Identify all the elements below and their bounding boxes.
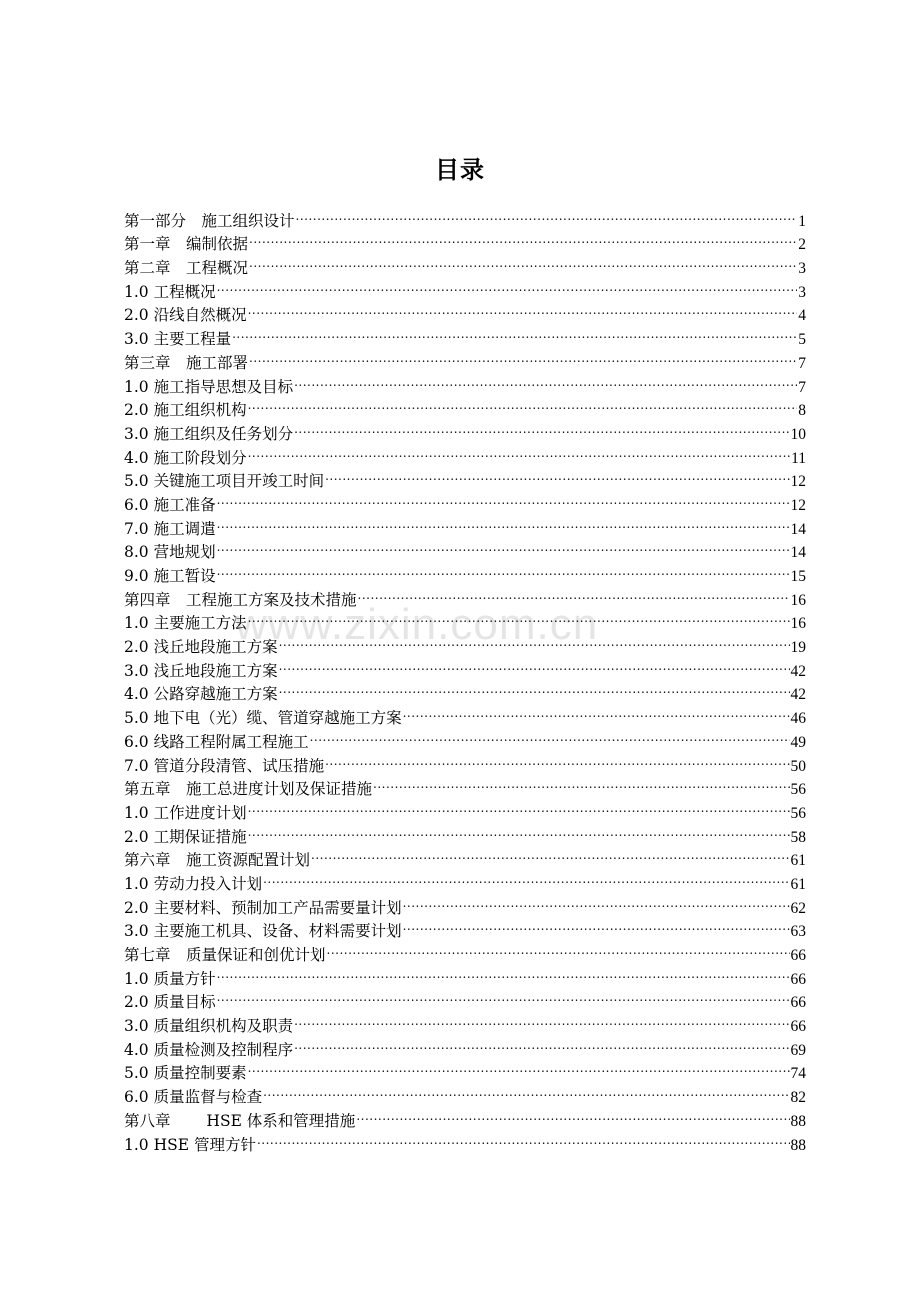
dot-leader [249,249,797,273]
toc-entry-label: 第一章 编制依据 [124,235,249,254]
dot-leader [257,1126,790,1150]
toc-entry-label: 1.0 主要施工方法 [124,614,247,633]
toc-entry-label: 2.0 工期保证措施 [124,827,247,846]
toc-entry-page-number: 61 [790,852,806,870]
toc-entry-label: 第八章 HSE 体系和管理措施 [124,1111,356,1130]
toc-entry-page-number: 12 [790,496,806,514]
toc-title: 目录 [435,155,485,184]
dot-leader [279,652,790,676]
toc-entry-label: 第七章 质量保证和创优计划 [124,946,326,964]
dot-leader [294,1031,789,1055]
dot-leader [325,747,789,771]
toc-entry-page-number: 88 [790,1112,806,1130]
toc-entry-label: 2.0 主要材料、预制加工产品需要量计划 [124,898,402,917]
dot-leader [248,605,790,629]
dot-leader [263,865,789,889]
toc-entry[interactable] [124,510,806,538]
toc-entry-label: 4.0 公路穿越施工方案 [124,685,278,704]
toc-entry[interactable] [124,557,806,585]
toc-entry-page-number: 61 [790,875,806,893]
toc-entry[interactable] [124,960,806,988]
dot-leader [217,273,798,297]
toc-entry-label: 4.0 施工阶段划分 [124,448,247,467]
toc-entry-page-number: 3 [798,283,806,301]
toc-entry-page-number: 56 [790,804,806,822]
dot-leader [249,226,797,250]
toc-entry-label: 第三章 施工部署 [124,353,249,372]
toc-entry-page-number: 66 [790,994,806,1012]
dot-leader [248,818,790,842]
toc-entry[interactable] [124,486,806,514]
toc-entry-page-number: 14 [790,520,806,538]
toc-entry-label: 2.0 沿线自然概况 [124,306,247,325]
dot-leader [248,392,798,416]
dot-leader [294,415,789,439]
toc-entry-page-number: 50 [790,757,806,775]
toc-entry-page-number: 49 [790,733,806,751]
toc-entry-page-number: 66 [790,1018,806,1036]
dot-leader [217,534,790,558]
toc-entry-label: 6.0 质量监督与检查 [124,1088,263,1107]
toc-entry-label: 8.0 营地规划 [124,543,216,562]
dot-leader [263,1078,789,1102]
toc-entry-label: 7.0 管道分段清管、试压措施 [124,756,325,775]
toc-entry-label: 1.0 工作进度计划 [124,803,247,822]
dot-leader [217,960,790,984]
toc-entry-label: 1.0 HSE 管理方针 [124,1135,256,1154]
toc-entry-page-number: 16 [790,591,806,609]
dot-leader [217,557,790,581]
dot-leader [403,699,790,723]
toc-entry-page-number: 15 [790,568,806,585]
toc-entry[interactable] [124,297,806,325]
toc-entry-page-number: 46 [790,710,806,728]
toc-entry-page-number: 12 [790,473,806,491]
toc-entry-page-number: 16 [790,615,806,633]
toc-entry-page-number: 11 [791,449,806,467]
dot-leader [248,297,798,321]
toc-entry[interactable] [124,1007,806,1036]
toc-entry-page-number: 8 [798,402,806,420]
toc-entry-page-number: 63 [790,923,806,941]
dot-leader [248,1055,790,1079]
dot-leader [310,723,790,747]
dot-leader [217,984,790,1008]
toc-entry-page-number: 88 [790,1136,806,1154]
toc-entry-page-number: 82 [790,1089,806,1107]
toc-entry-label: 第六章 施工资源配置计划 [124,851,311,870]
toc-entry-label: 1.0 劳动力投入计划 [124,874,263,893]
toc-entry[interactable] [124,534,806,562]
toc-entry-page-number: 7 [798,354,806,372]
toc-entry-label: 2.0 施工组织机构 [124,401,247,420]
toc-entry-page-number: 2 [798,236,806,254]
toc-entry-page-number: 14 [790,544,806,562]
dot-leader [217,486,790,510]
dot-leader [248,794,790,818]
dot-leader [248,439,790,463]
toc-entry-page-number: 19 [790,639,806,657]
toc-entry-page-number: 3 [798,260,806,278]
toc-entry-page-number: 42 [790,686,806,704]
toc-entry-page-number: 7 [798,378,806,396]
dot-leader [217,510,790,534]
dot-leader [356,1102,789,1126]
dot-leader [232,320,797,344]
toc-entry-page-number: 62 [790,899,806,917]
table-of-contents [124,202,806,1154]
toc-entry-page-number: 5 [798,331,806,349]
toc-entry-label: 6.0 线路工程附属工程施工 [124,732,309,751]
toc-entry[interactable] [124,202,806,230]
toc-entry-label: 3.0 主要工程量 [124,330,232,349]
toc-entry-label: 4.0 质量检测及控制程序 [124,1040,294,1059]
dot-leader [403,889,790,913]
dot-leader [403,913,790,937]
toc-entry[interactable] [124,984,806,1012]
toc-entry-label: 第一部分 施工组织设计 [124,211,295,230]
toc-entry-page-number: 66 [790,947,806,964]
dot-leader [311,842,789,866]
toc-entry-label: 1.0 工程概况 [124,282,216,301]
toc-entry-page-number: 42 [790,662,806,680]
toc-entry-label: 5.0 地下电（光）缆、管道穿越施工方案 [124,709,402,728]
watermark: www.zixin.com.cn [235,600,599,649]
dot-leader [327,936,790,960]
dot-leader [249,344,797,368]
toc-entry-page-number: 58 [790,828,806,846]
toc-entry-label: 5.0 关键施工项目开竣工时间 [124,472,325,491]
toc-entry-label: 1.0 施工指导思想及目标 [124,377,294,396]
dot-leader [296,202,798,226]
toc-entry-label: 5.0 质量控制要素 [124,1064,247,1083]
toc-entry[interactable] [124,273,806,301]
toc-entry-page-number: 1 [798,212,806,230]
toc-entry-label: 9.0 施工暂设 [124,567,216,585]
dot-leader [325,463,789,487]
toc-entry-page-number: 66 [790,970,806,988]
dot-leader [294,1007,789,1031]
toc-entry-page-number: 56 [790,781,806,799]
toc-entry-label: 2.0 质量目标 [124,993,216,1012]
toc-entry-label: 第二章 工程概况 [124,259,249,278]
toc-entry-label: 1.0 质量方针 [124,969,216,988]
toc-entry-page-number: 74 [790,1065,806,1083]
dot-leader [373,771,789,795]
dot-leader [279,676,790,700]
toc-entry[interactable] [124,581,806,609]
toc-entry-page-number: 10 [790,425,806,443]
toc-entry-label: 第四章 工程施工方案及技术措施 [124,590,357,609]
toc-entry-label: 7.0 施工调遣 [124,519,216,538]
toc-entry-label: 2.0 浅丘地段施工方案 [124,638,278,657]
dot-leader [294,368,797,392]
toc-entry-label: 第五章 施工总进度计划及保证措施 [124,780,373,799]
dot-leader [358,581,790,605]
toc-entry-label: 3.0 浅丘地段施工方案 [124,661,278,680]
dot-leader [279,628,790,652]
toc-entry-page-number: 4 [798,307,806,325]
toc-entry-label: 6.0 施工准备 [124,495,216,514]
toc-entry-page-number: 69 [790,1041,806,1059]
toc-entry-label: 3.0 质量组织机构及职责 [124,1017,294,1036]
toc-entry-label: 3.0 主要施工机具、设备、材料需要计划 [124,922,402,941]
toc-entry-label: 3.0 施工组织及任务划分 [124,424,294,443]
